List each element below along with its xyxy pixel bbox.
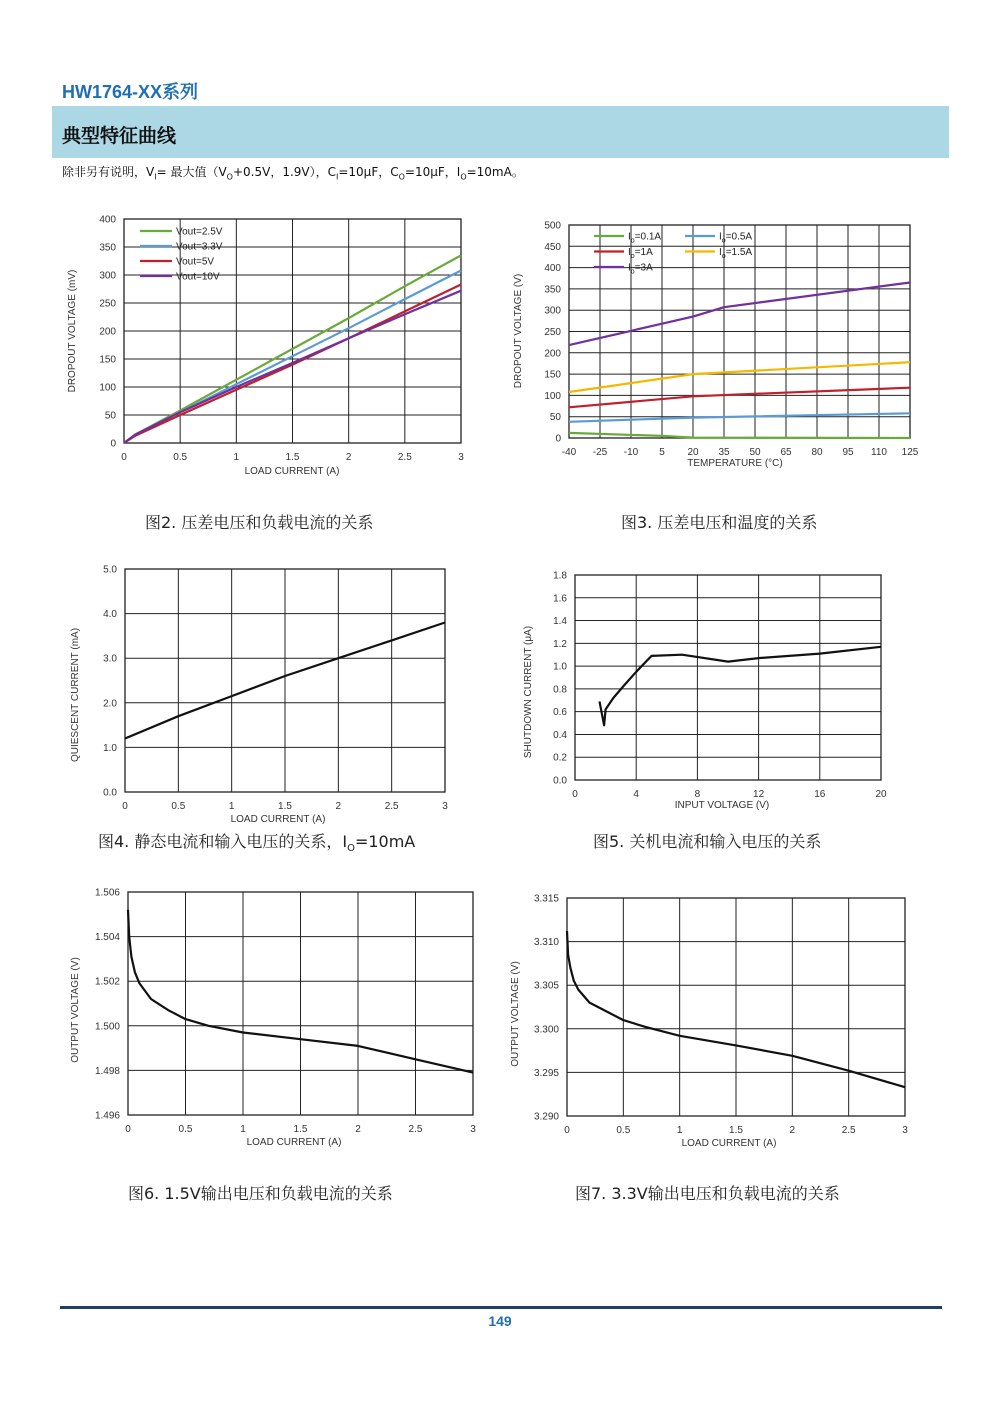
legend-label: Vout=3.3V (176, 241, 223, 253)
y-tick-label: 1.496 (94, 1110, 120, 1122)
y-tick-label: 3.295 (533, 1067, 559, 1079)
series-line (128, 910, 473, 1073)
legend-label-tail: =3A (634, 262, 653, 274)
x-tick-label: 0.5 (173, 452, 188, 463)
conditions-sub-4: O (398, 172, 405, 182)
caption-fig7: 图7. 3.3V输出电压和负载电流的关系 (575, 1184, 840, 1203)
x-tick-label: 110 (871, 447, 887, 458)
caption-fig4-tail: =10mA (354, 832, 416, 851)
x-tick-label: -40 (561, 447, 577, 458)
y-tick-label: 50 (104, 410, 116, 422)
plot-frame (569, 225, 910, 438)
y-tick-label: 300 (99, 270, 116, 282)
caption-fig6: 图6. 1.5V输出电压和负载电流的关系 (128, 1184, 393, 1203)
x-axis-label: LOAD CURRENT (A) (230, 814, 326, 825)
series-line (124, 285, 461, 444)
series-line (125, 623, 445, 739)
y-tick-label: 400 (544, 263, 561, 275)
caption-fig4 (98, 829, 415, 854)
plot-frame (124, 219, 461, 443)
legend-label-main: I (628, 247, 631, 258)
x-tick-label: 1 (233, 452, 240, 463)
y-tick-label: 250 (99, 298, 116, 310)
y-tick-label: 0 (555, 433, 561, 445)
y-tick-label: 200 (544, 348, 561, 360)
y-tick-label: 350 (99, 242, 116, 254)
conditions-sub-3: I (336, 172, 339, 182)
x-tick-label: 2.5 (397, 452, 412, 463)
caption-fig4-sub: O (347, 843, 355, 855)
caption-fig4-main: 图4. 静态电流和输入电压的关系，I (98, 832, 348, 851)
y-axis-label: OUTPUT VOLTAGE (V) (510, 961, 521, 1067)
legend-label (628, 247, 653, 260)
legend-label-tail: =0.5A (725, 231, 753, 243)
x-tick-label: 2 (335, 801, 342, 812)
plot-frame (575, 575, 881, 780)
conditions-text-6: =10mA。 (466, 165, 524, 179)
legend-label: Vout=5V (176, 256, 215, 268)
y-tick-label: 1.498 (94, 1065, 120, 1077)
legend-label-sub: o (721, 237, 726, 245)
x-tick-label: 0.5 (171, 801, 186, 812)
conditions-text-4: =10μF，C (338, 165, 399, 179)
document-series-title: HW1764-XX系列 (62, 82, 199, 102)
y-tick-label: 3.290 (533, 1111, 559, 1123)
series-line (569, 362, 910, 392)
x-tick-label: 20 (875, 789, 887, 800)
x-axis-label: LOAD CURRENT (A) (244, 466, 340, 477)
series-line (124, 291, 461, 443)
x-tick-label: 4 (633, 789, 639, 800)
x-tick-label: 8 (694, 789, 701, 800)
y-tick-label: 1.6 (553, 593, 567, 605)
y-tick-label: 0.2 (553, 752, 567, 764)
x-tick-label: 0 (564, 1125, 570, 1136)
x-tick-label: 1 (228, 801, 235, 812)
x-tick-label: -10 (623, 447, 639, 458)
x-tick-label: 2.5 (408, 1124, 423, 1135)
x-tick-label: 3 (442, 801, 448, 812)
x-tick-label: 3 (902, 1125, 908, 1136)
conditions-sub-5: O (460, 172, 467, 182)
y-tick-label: 250 (544, 327, 561, 338)
series-line (569, 433, 910, 438)
y-tick-label: 500 (544, 220, 561, 232)
series-line (569, 413, 910, 422)
conditions-text-1: 除非另有说明，V (62, 165, 155, 179)
conditions-sub-2: O (226, 172, 233, 182)
x-tick-label: 3 (470, 1124, 476, 1135)
x-tick-label: 1 (676, 1125, 683, 1136)
x-tick-label: 3 (458, 452, 464, 463)
y-tick-label: 1.506 (94, 887, 120, 899)
x-tick-label: 0 (121, 452, 127, 463)
x-tick-label: 1.5 (278, 801, 292, 812)
y-tick-label: 1.502 (94, 976, 120, 988)
x-tick-label: 1.5 (293, 1124, 308, 1135)
y-tick-label: 0.0 (103, 787, 117, 799)
y-tick-label: 1.0 (103, 742, 117, 754)
x-tick-label: 80 (811, 447, 823, 458)
legend-label (628, 232, 661, 245)
y-tick-label: 150 (544, 369, 561, 381)
legend-label-sub: o (721, 253, 726, 260)
legend-label-main: I (628, 231, 631, 243)
legend-label-sub: o (630, 237, 635, 245)
x-tick-label: 2 (789, 1125, 796, 1136)
plot-frame (128, 892, 473, 1115)
y-tick-label: 2.0 (103, 698, 117, 710)
plot-frame (125, 569, 445, 792)
x-axis-label: LOAD CURRENT (A) (246, 1137, 342, 1148)
series-line (124, 271, 461, 444)
legend-label-main: I (628, 262, 631, 274)
footer-rule (60, 1306, 942, 1309)
x-tick-label: 2.5 (841, 1125, 856, 1136)
y-axis-label: QUIESCENT CURRENT (mA) (70, 627, 81, 763)
y-tick-label: 100 (544, 390, 561, 402)
legend-label-sub: o (630, 253, 635, 260)
y-tick-label: 0.8 (553, 684, 567, 696)
series-line (600, 647, 882, 726)
y-axis-label: DROPOUT VOLTAGE (V) (513, 273, 524, 389)
legend-label-sub: o (630, 268, 635, 276)
x-tick-label: 65 (780, 447, 792, 458)
legend-label (719, 232, 752, 245)
series-line (124, 255, 461, 443)
caption-fig3: 图3. 压差电压和温度的关系 (621, 513, 818, 532)
y-tick-label: 1.8 (553, 570, 567, 582)
x-tick-label: 95 (842, 447, 854, 458)
x-tick-label: 0 (122, 801, 128, 812)
x-tick-label: 0 (125, 1124, 131, 1135)
y-tick-label: 350 (544, 284, 561, 296)
y-tick-label: 3.0 (103, 653, 117, 665)
x-tick-label: 0.5 (178, 1124, 193, 1135)
x-tick-label: 5 (659, 447, 665, 458)
legend-label (628, 263, 653, 276)
legend-label-main: I (719, 231, 722, 243)
series-line (569, 283, 910, 346)
x-tick-label: 0.5 (616, 1125, 631, 1136)
x-tick-label: 1 (240, 1124, 246, 1135)
x-tick-label: 0 (572, 789, 578, 800)
y-tick-label: 50 (549, 412, 561, 424)
section-title: 典型特征曲线 (62, 125, 177, 147)
conditions-text-3: +0.5V，1.9V），C (232, 165, 336, 179)
legend-label-main: I (719, 247, 722, 258)
page-number: 149 (488, 1313, 512, 1329)
y-tick-label: 3.315 (533, 893, 559, 905)
y-tick-label: 4.0 (103, 609, 117, 621)
series-line (569, 388, 910, 408)
y-tick-label: 100 (99, 382, 116, 394)
conditions-text-2: = 最大值（V (156, 165, 227, 179)
y-tick-label: 300 (544, 305, 561, 317)
y-tick-label: 5.0 (103, 564, 117, 576)
test-conditions (62, 163, 524, 181)
legend-label-tail: =1A (634, 247, 653, 258)
x-axis-label: TEMPERATURE (°C) (687, 458, 783, 469)
y-axis-label: DROPOUT VOLTAGE (mV) (67, 269, 78, 393)
x-tick-label: 2 (345, 452, 352, 463)
y-axis-label: OUTPUT VOLTAGE (V) (70, 957, 81, 1063)
x-tick-label: 125 (901, 447, 919, 458)
y-tick-label: 1.4 (553, 616, 567, 628)
x-tick-label: 12 (753, 789, 765, 800)
plot-frame (567, 898, 905, 1116)
y-tick-label: 1.0 (553, 661, 567, 673)
y-tick-label: 1.500 (94, 1021, 120, 1033)
caption-fig2: 图2. 压差电压和负载电流的关系 (145, 513, 374, 532)
legend-label-tail: =1.5A (725, 247, 753, 258)
x-tick-label: 2.5 (384, 801, 399, 812)
legend-label: Vout=2.5V (176, 226, 223, 238)
legend-label: Vout=10V (176, 271, 220, 283)
legend-label-tail: =0.1A (634, 231, 662, 243)
x-tick-label: 1.5 (285, 452, 300, 463)
y-tick-label: 450 (544, 241, 561, 253)
section-header-bar (52, 106, 949, 158)
y-tick-label: 0.6 (553, 707, 567, 719)
x-axis-label: INPUT VOLTAGE (V) (674, 800, 770, 811)
y-tick-label: 3.300 (533, 1024, 559, 1036)
conditions-text-5: =10μF，I (404, 165, 461, 179)
y-tick-label: 1.504 (94, 932, 120, 944)
y-tick-label: 400 (99, 214, 116, 226)
x-axis-label: LOAD CURRENT (A) (681, 1138, 777, 1149)
conditions-sub-1: I (154, 172, 157, 182)
x-tick-label: 16 (814, 789, 826, 800)
x-tick-label: 20 (687, 447, 699, 458)
y-tick-label: 0.0 (553, 775, 567, 787)
y-tick-label: 150 (99, 354, 116, 366)
series-line (567, 931, 905, 1087)
caption-fig5: 图5. 关机电流和输入电压的关系 (593, 832, 822, 851)
y-tick-label: 3.305 (533, 980, 559, 992)
y-tick-label: 0 (110, 438, 116, 450)
x-tick-label: 2 (355, 1124, 361, 1135)
y-tick-label: 200 (99, 326, 116, 338)
legend-label (719, 247, 752, 260)
y-tick-label: 3.310 (533, 937, 559, 949)
y-axis-label: SHUTDOWN CURRENT (μA) (523, 625, 534, 759)
x-tick-label: 35 (718, 447, 730, 458)
x-tick-label: -25 (592, 447, 608, 458)
y-tick-label: 1.2 (553, 638, 567, 650)
x-tick-label: 1.5 (729, 1125, 743, 1136)
y-tick-label: 0.4 (553, 729, 567, 741)
x-tick-label: 50 (749, 447, 761, 458)
